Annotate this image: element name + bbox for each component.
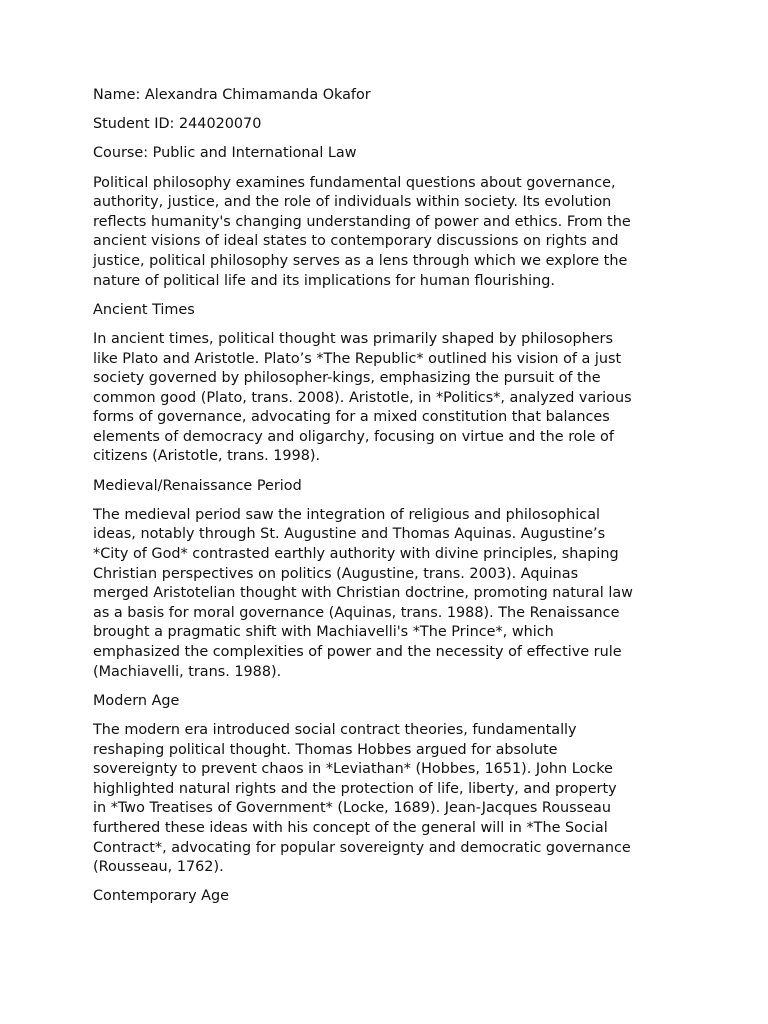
- text-line: as a basis for moral governance (Aquinas, trans. 1988). The Renaissance: [93, 604, 620, 621]
- text-line: Contract*, advocating for popular sovereignty and democratic governance: [93, 839, 631, 856]
- text-line: elements of democracy and oligarchy, focusing on virtue and the role of: [93, 428, 614, 445]
- student-name: Name: Alexandra Chimamanda Okafor: [93, 87, 371, 103]
- section-heading-medieval: Medieval/Renaissance Period: [93, 477, 302, 494]
- text-line: highlighted natural rights and the protection of life, liberty, and property: [93, 780, 617, 797]
- text-line: ancient visions of ideal states to contemporary discussions on rights and: [93, 233, 619, 250]
- section-heading-ancient: Ancient Times: [93, 301, 195, 318]
- text-line: (Rousseau, 1762).: [93, 859, 224, 876]
- text-line: common good (Plato, trans. 2008). Aristotle, in *Politics*, analyzed various: [93, 389, 632, 406]
- text-line: in *Two Treatises of Government* (Locke, 1689). Jean-Jacques Rousseau: [93, 800, 611, 817]
- text-line: citizens (Aristotle, trans. 1998).: [93, 448, 321, 465]
- text-line: like Plato and Aristotle. Plato’s *The Republic* outlined his vision of a just: [93, 350, 622, 367]
- intro-paragraph: [93, 174, 683, 292]
- text-line: *City of God* contrasted earthly authority with divine principles, shaping: [93, 546, 619, 563]
- text-line: The medieval period saw the integration of religious and philosophical: [93, 506, 601, 523]
- text-line: emphasized the complexities of power and the necessity of effective rule: [93, 644, 622, 660]
- text-line: furthered these ideas with his concept of the general will in *The Social: [93, 819, 608, 836]
- text-line: The modern era introduced social contract theories, fundamentally: [93, 721, 577, 738]
- text-line: justice, political philosophy serves as a lens through which we explore the: [93, 252, 628, 269]
- text-line: In ancient times, political thought was primarily shaped by philosophers: [93, 330, 613, 347]
- ancient-paragraph: [93, 330, 683, 467]
- text-line: sovereignty to prevent chaos in *Leviathan* (Hobbes, 1651). John Locke: [93, 761, 613, 778]
- section-heading-contemporary: Contemporary Age: [93, 888, 230, 905]
- section-heading-modern: Modern Age: [93, 692, 180, 709]
- document-page: [93, 86, 683, 917]
- text-line: (Machiavelli, trans. 1988).: [93, 663, 282, 680]
- text-line: forms of governance, advocating for a mixed constitution that balances: [93, 409, 610, 426]
- text-line: merged Aristotelian thought with Christian doctrine, promoting natural law: [93, 585, 633, 602]
- text-line: society governed by philosopher-kings, emphasizing the pursuit of the: [93, 370, 601, 387]
- text-line: Political philosophy examines fundamental questions about governance,: [93, 174, 616, 191]
- text-line: brought a pragmatic shift with Machiavelli's *The Prince*, which: [93, 624, 554, 641]
- text-line: Christian perspectives on politics (Augustine, trans. 2003). Aquinas: [93, 565, 579, 582]
- text-line: reshaping political thought. Thomas Hobbes argued for absolute: [93, 741, 558, 758]
- text-line: reflects humanity's changing understanding of power and ethics. From the: [93, 213, 631, 230]
- text-line: ideas, notably through St. Augustine and Thomas Aquinas. Augustine’s: [93, 526, 606, 543]
- text-line: nature of political life and its implications for human flourishing.: [93, 272, 555, 289]
- student-id: Student ID: 244020070: [93, 116, 262, 133]
- text-line: authority, justice, and the role of individuals within society. Its evolution: [93, 194, 612, 211]
- modern-paragraph: [93, 721, 683, 878]
- medieval-paragraph: [93, 506, 683, 682]
- course-name: Course: Public and International Law: [93, 145, 357, 162]
